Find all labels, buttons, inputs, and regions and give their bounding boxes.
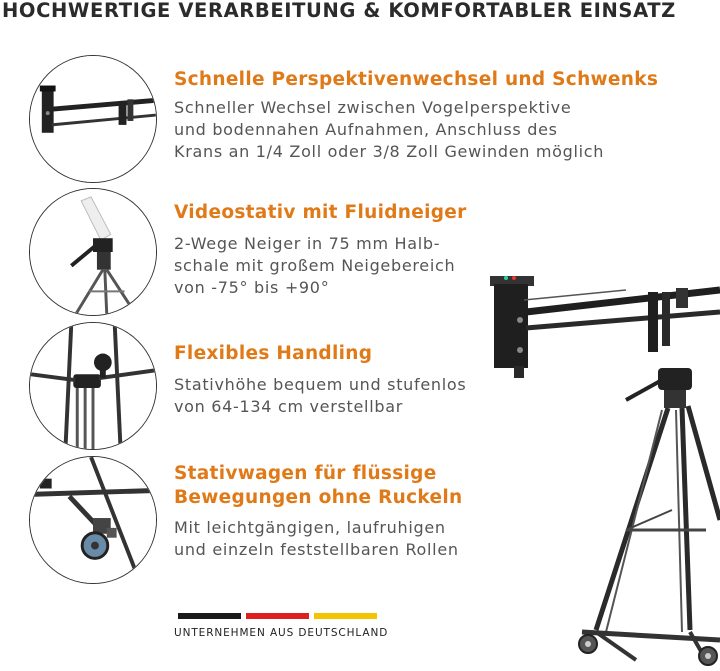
feature-desc-handling: Stativhöhe bequem und stufenlos von 64-134 cm verstellbar bbox=[174, 375, 467, 416]
dolly-wheel-thumbnail-icon bbox=[29, 456, 157, 584]
feature-title-handling: Flexibles Handling bbox=[174, 343, 373, 364]
feature-title-dolly: Stativwagen für flüssige Bewegungen ohne Ruckeln bbox=[174, 463, 463, 508]
feature-desc-crane: Schneller Wechsel zwischen Vogelperspektive und bodennahen Aufnahmen, Anschluss des Krans an 1/4 Zoll oder 3/8 Zoll Gewinden möglich bbox=[174, 98, 605, 161]
tripod-spider-thumbnail-icon bbox=[29, 322, 157, 450]
company-origin-label: UNTERNEHMEN AUS DEUTSCHLAND bbox=[174, 627, 389, 639]
camera-crane-tripod-illustration-icon bbox=[476, 260, 720, 667]
feature-desc-dolly: Mit leichtgängigen, laufruhigen und einzeln feststellbaren Rollen bbox=[174, 518, 459, 559]
flag-stripe-gold bbox=[314, 613, 377, 619]
fluid-head-thumbnail-icon bbox=[29, 188, 157, 316]
flag-stripe-black bbox=[178, 613, 241, 619]
crane-arm-thumbnail-icon bbox=[29, 55, 157, 183]
page-title: HOCHWERTIGE VERARBEITUNG & KOMFORTABLER EINSATZ bbox=[2, 0, 676, 22]
feature-desc-fluid-head: 2-Wege Neiger in 75 mm Halb- schale mit großem Neigebereich von -75° bis +90° bbox=[174, 234, 456, 297]
feature-title-crane: Schnelle Perspektivenwechsel und Schwenks bbox=[174, 69, 659, 90]
feature-title-fluid-head: Videostativ mit Fluidneiger bbox=[174, 202, 467, 223]
flag-stripe-red bbox=[246, 613, 309, 619]
